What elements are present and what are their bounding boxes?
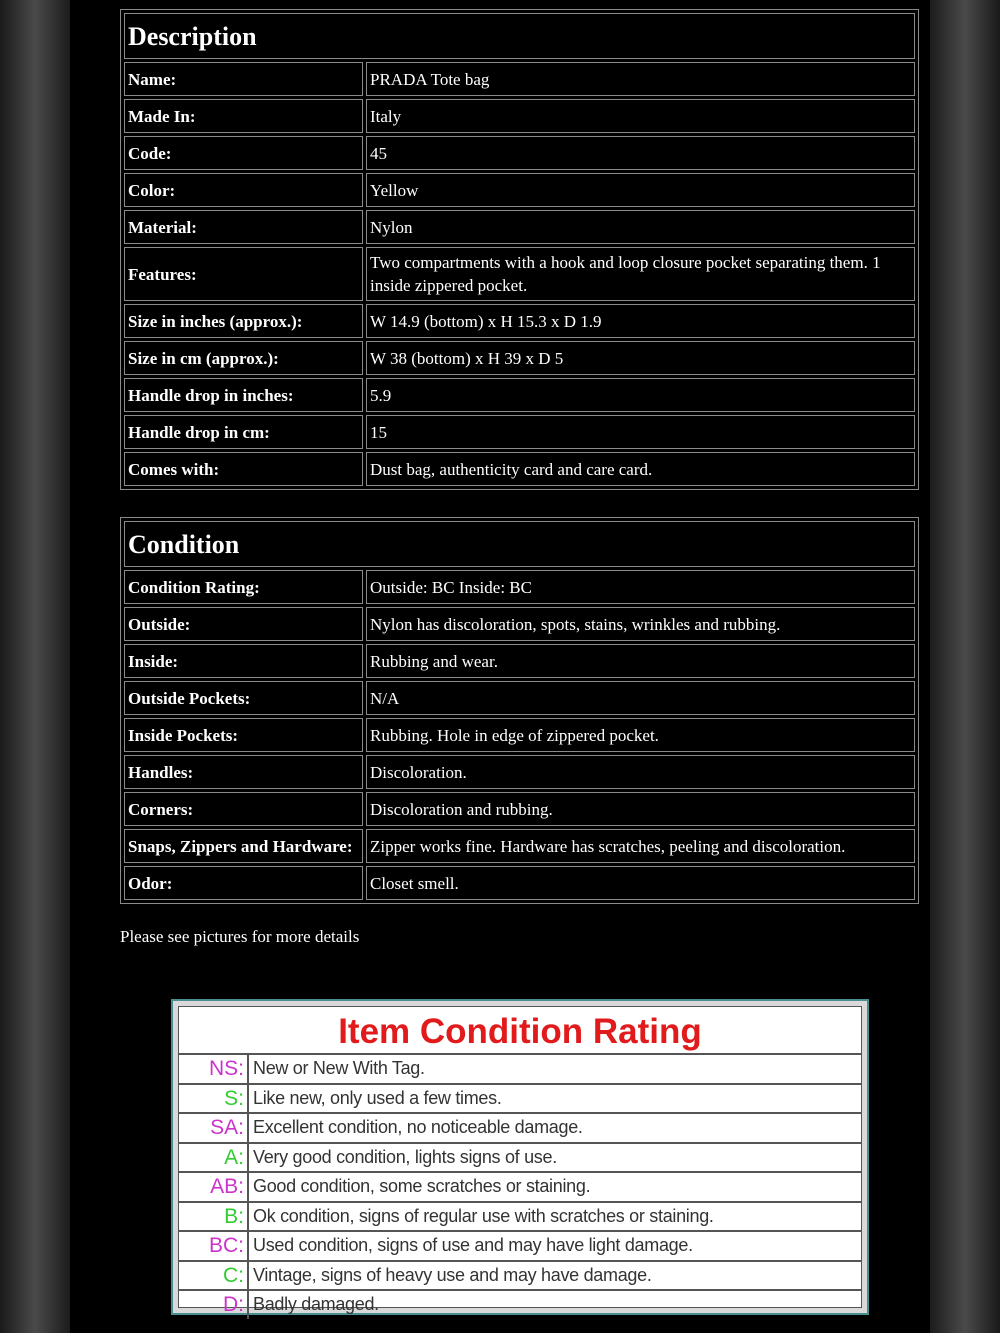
description-label: Handle drop in cm:	[124, 415, 363, 449]
rating-description: Ok condition, signs of regular use with scratches or staining.	[253, 1205, 714, 1226]
description-value: PRADA Tote bag	[366, 62, 915, 96]
description-label: Size in cm (approx.):	[124, 341, 363, 375]
description-label: Color:	[124, 173, 363, 207]
condition-value: Zipper works fine. Hardware has scratches, peeling and discoloration.	[366, 829, 915, 863]
condition-value: Rubbing. Hole in edge of zippered pocket.	[366, 718, 915, 752]
condition-label: Outside:	[124, 607, 363, 641]
condition-value: N/A	[366, 681, 915, 715]
rating-description: Used condition, signs of use and may have light damage.	[253, 1235, 693, 1256]
description-table	[120, 9, 919, 490]
rating-row	[179, 1055, 861, 1085]
condition-heading: Condition	[124, 521, 915, 567]
condition-value: Outside: BC Inside: BC	[366, 570, 915, 604]
condition-row	[124, 644, 915, 678]
description-label: Features:	[124, 247, 363, 301]
rating-row	[179, 1291, 861, 1319]
rating-row	[179, 1144, 861, 1174]
condition-row	[124, 607, 915, 641]
rating-description: Vintage, signs of heavy use and may have damage.	[253, 1264, 652, 1285]
condition-label: Condition Rating:	[124, 570, 363, 604]
condition-row	[124, 681, 915, 715]
rating-row	[179, 1232, 861, 1262]
condition-row	[124, 718, 915, 752]
description-label: Comes with:	[124, 452, 363, 486]
condition-row	[124, 755, 915, 789]
condition-row	[124, 792, 915, 826]
description-row	[124, 415, 915, 449]
rating-description: Very good condition, lights signs of use.	[253, 1146, 557, 1167]
description-label: Size in inches (approx.):	[124, 304, 363, 338]
condition-value: Discoloration.	[366, 755, 915, 789]
description-row	[124, 62, 915, 96]
rating-description: Badly damaged.	[253, 1294, 379, 1315]
description-row	[124, 173, 915, 207]
rating-chart-title: Item Condition Rating	[338, 1012, 702, 1051]
description-label: Code:	[124, 136, 363, 170]
rating-row	[179, 1262, 861, 1292]
description-heading: Description	[124, 13, 915, 59]
rating-code: AB:	[179, 1173, 249, 1201]
condition-label: Inside Pockets:	[124, 718, 363, 752]
rating-code: NS:	[179, 1055, 249, 1083]
condition-label: Snaps, Zippers and Hardware:	[124, 829, 363, 863]
details-note: Please see pictures for more details	[120, 927, 360, 946]
condition-label: Corners:	[124, 792, 363, 826]
condition-row	[124, 829, 915, 863]
rating-code: S:	[179, 1085, 249, 1113]
rating-row	[179, 1173, 861, 1203]
description-row	[124, 341, 915, 375]
description-row	[124, 304, 915, 338]
rating-description: Excellent condition, no noticeable damage.	[253, 1117, 583, 1138]
condition-value: Closet smell.	[366, 866, 915, 900]
condition-rating-chart	[171, 999, 869, 1315]
description-value: Italy	[366, 99, 915, 133]
description-row	[124, 378, 915, 412]
description-value: W 38 (bottom) x H 39 x D 5	[366, 341, 915, 375]
condition-label: Outside Pockets:	[124, 681, 363, 715]
rating-code: C:	[179, 1262, 249, 1290]
description-value: W 14.9 (bottom) x H 15.3 x D 1.9	[366, 304, 915, 338]
description-value: Dust bag, authenticity card and care card.	[366, 452, 915, 486]
condition-table	[120, 517, 919, 904]
description-value: Yellow	[366, 173, 915, 207]
condition-value: Discoloration and rubbing.	[366, 792, 915, 826]
condition-value: Rubbing and wear.	[366, 644, 915, 678]
description-label: Material:	[124, 210, 363, 244]
rating-code: A:	[179, 1144, 249, 1172]
description-value: Two compartments with a hook and loop closure pocket separating them. 1 inside zippered pocket.	[366, 247, 915, 301]
rating-description: Good condition, some scratches or staining.	[253, 1176, 591, 1197]
condition-row	[124, 866, 915, 900]
rating-row	[179, 1085, 861, 1115]
condition-label: Handles:	[124, 755, 363, 789]
description-label: Name:	[124, 62, 363, 96]
description-value: 15	[366, 415, 915, 449]
rating-code: BC:	[179, 1232, 249, 1260]
description-row	[124, 452, 915, 486]
rating-rows	[179, 1053, 861, 1319]
condition-label: Inside:	[124, 644, 363, 678]
condition-row	[124, 570, 915, 604]
description-label: Made In:	[124, 99, 363, 133]
rating-description: Like new, only used a few times.	[253, 1087, 502, 1108]
rating-code: SA:	[179, 1114, 249, 1142]
description-value: 5.9	[366, 378, 915, 412]
rating-code: B:	[179, 1203, 249, 1231]
description-row	[124, 210, 915, 244]
rating-code: D:	[179, 1291, 249, 1319]
rating-chart-frame	[178, 1006, 862, 1316]
rating-description: New or New With Tag.	[253, 1058, 425, 1079]
description-row	[124, 136, 915, 170]
rating-row	[179, 1114, 861, 1144]
rating-row	[179, 1203, 861, 1233]
description-value: 45	[366, 136, 915, 170]
description-row	[124, 99, 915, 133]
condition-value: Nylon has discoloration, spots, stains, wrinkles and rubbing.	[366, 607, 915, 641]
description-label: Handle drop in inches:	[124, 378, 363, 412]
description-value: Nylon	[366, 210, 915, 244]
condition-label: Odor:	[124, 866, 363, 900]
description-row	[124, 247, 915, 301]
